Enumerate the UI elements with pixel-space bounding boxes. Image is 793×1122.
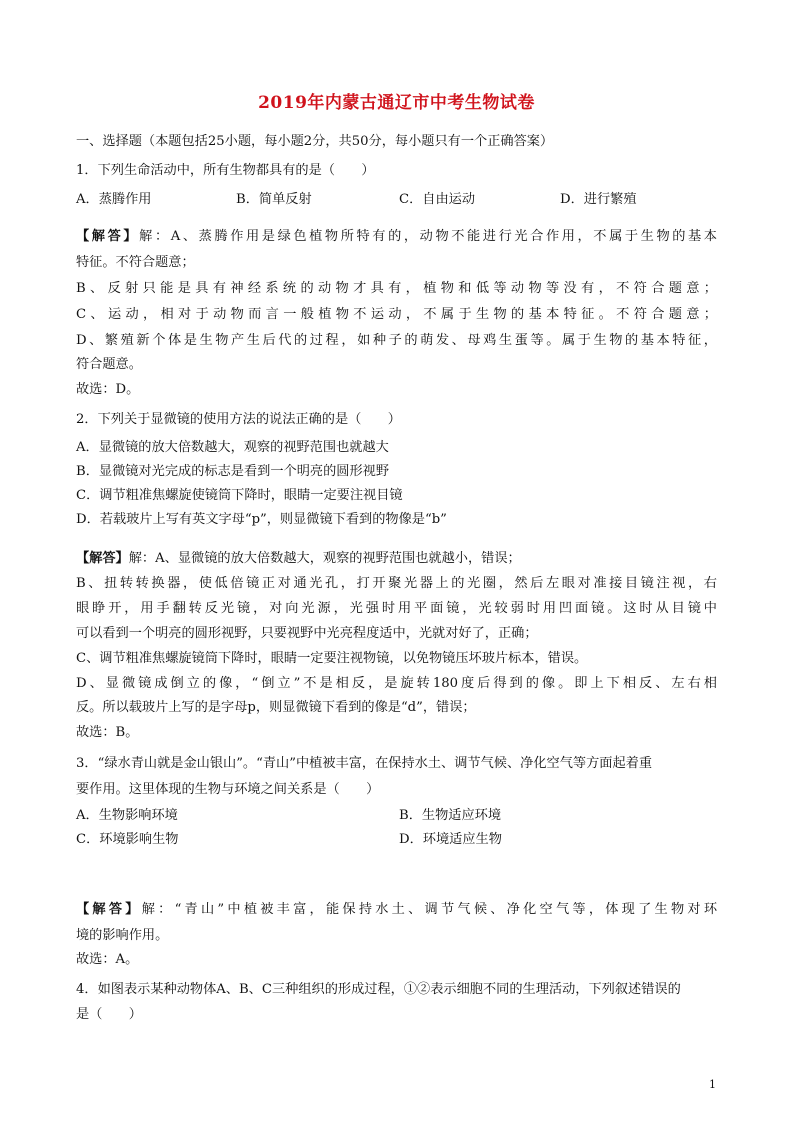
q1-option-d: D．进行繁殖 (560, 192, 637, 207)
q3-analysis-line: 故选：A。 (76, 952, 139, 967)
q3-option-d: D．环境适应生物 (399, 832, 502, 847)
section-heading: 一、选择题（本题包括25小题，每小题2分，共50分，每小题只有一个正确答案） (76, 134, 554, 149)
q2-option-c: C．调节粗准焦螺旋使镜筒下降时，眼睛一定要注视目镜 (76, 488, 403, 503)
q2-option-b: B．显微镜对光完成的标志是看到一个明亮的圆形视野 (76, 464, 390, 479)
q2-analysis-line: C、调节粗准焦螺旋镜筒下降时，眼睛一定要注视物镜，以免物镜压坏玻片标本，错误。 (76, 651, 588, 666)
page-title: 2019年内蒙古通辽市中考生物试卷 (258, 93, 535, 113)
q1-analysis-line: 特征。不符合题意； (76, 255, 195, 270)
q2-stem: 2．下列关于显微镜的使用方法的说法正确的是（ ） (76, 412, 401, 427)
q2-analysis-line: 【解答】解：A、显微镜的放大倍数越大，观察的视野范围也就越小，错误； (76, 551, 521, 566)
q1-analysis-line: B、反射只能是具有神经系统的动物才具有，植物和低等动物等没有，不符合题意； (76, 281, 717, 296)
q2-analysis-line: 反。所以载玻片上写的是字母p，则显微镜下看到的像是“d”，错误； (76, 700, 476, 715)
q3-analysis-line: 境的影响作用。 (76, 928, 169, 943)
answer-tag: 【解答】 (76, 229, 140, 244)
q1-option-b: B．简单反射 (236, 192, 312, 207)
answer-tag: 【解答】 (76, 551, 129, 566)
q1-option-a: A．蒸腾作用 (76, 192, 152, 207)
q2-option-a: A．显微镜的放大倍数越大，观察的视野范围也就越大 (76, 440, 389, 455)
q3-option-c: C．环境影响生物 (76, 832, 179, 847)
q4-stem: 4．如图表示某种动物体A、B、C三种组织的形成过程，①②表示细胞不同的生理活动，下列叙述错误的 (76, 982, 681, 997)
q1-option-c: C．自由运动 (399, 192, 476, 207)
q3-option-a: A．生物影响环境 (76, 808, 178, 823)
q1-analysis-line: D、繁殖新个体是生物产生后代的过程，如种子的萌发、母鸡生蛋等。属于生物的基本特征， (76, 333, 717, 348)
answer-tag: 【解答】 (76, 902, 142, 917)
q2-analysis-line: 可以看到一个明亮的圆形视野，只要视野中光亮程度适中，光就对好了，正确； (76, 626, 538, 641)
document-page (76, 0, 717, 1122)
q1-analysis-line: 符合题意。 (76, 357, 142, 372)
q3-analysis-line: 【解答】解：“青山”中植被丰富，能保持水土、调节气候、净化空气等，体现了生物对环 (76, 902, 718, 917)
q1-stem: 1．下列生命活动中，所有生物都具有的是（ ） (76, 163, 375, 178)
q2-analysis-line: B、扭转转换器，使低倍镜正对通光孔，打开聚光器上的光圈，然后左眼对准接目镜注视，右 (76, 576, 717, 591)
q2-option-d: D．若载玻片上写有英文字母“p”，则显微镜下看到的物像是“b” (76, 512, 447, 527)
q1-analysis-line: 【解答】解：A、蒸腾作用是绿色植物所特有的，动物不能进行光合作用，不属于生物的基本 (76, 229, 717, 244)
q2-analysis-line: D、显微镜成倒立的像，“倒立”不是相反，是旋转180度后得到的像。即上下相反、左右相 (76, 676, 717, 691)
page-number: 1 (709, 1078, 716, 1091)
q2-analysis-line: 眼睁开，用手翻转反光镜，对向光源，光强时用平面镜，光较弱时用凹面镜。这时从目镜中 (76, 601, 717, 616)
q3-stem: 要作用。这里体现的生物与环境之间关系是（ ） (76, 782, 380, 797)
q3-stem: 3．“绿水青山就是金山银山”。“青山”中植被丰富，在保持水土、调节气候、净化空气等方面起着重 (76, 756, 653, 771)
q4-stem: 是（ ） (76, 1007, 142, 1022)
q1-analysis-line: C、运动，相对于动物而言一般植物不运动，不属于生物的基本特征。不符合题意； (76, 307, 717, 322)
q3-option-b: B．生物适应环境 (399, 808, 502, 823)
q1-analysis-line: 故选：D。 (76, 382, 140, 397)
q2-analysis-line: 故选：B。 (76, 725, 139, 740)
